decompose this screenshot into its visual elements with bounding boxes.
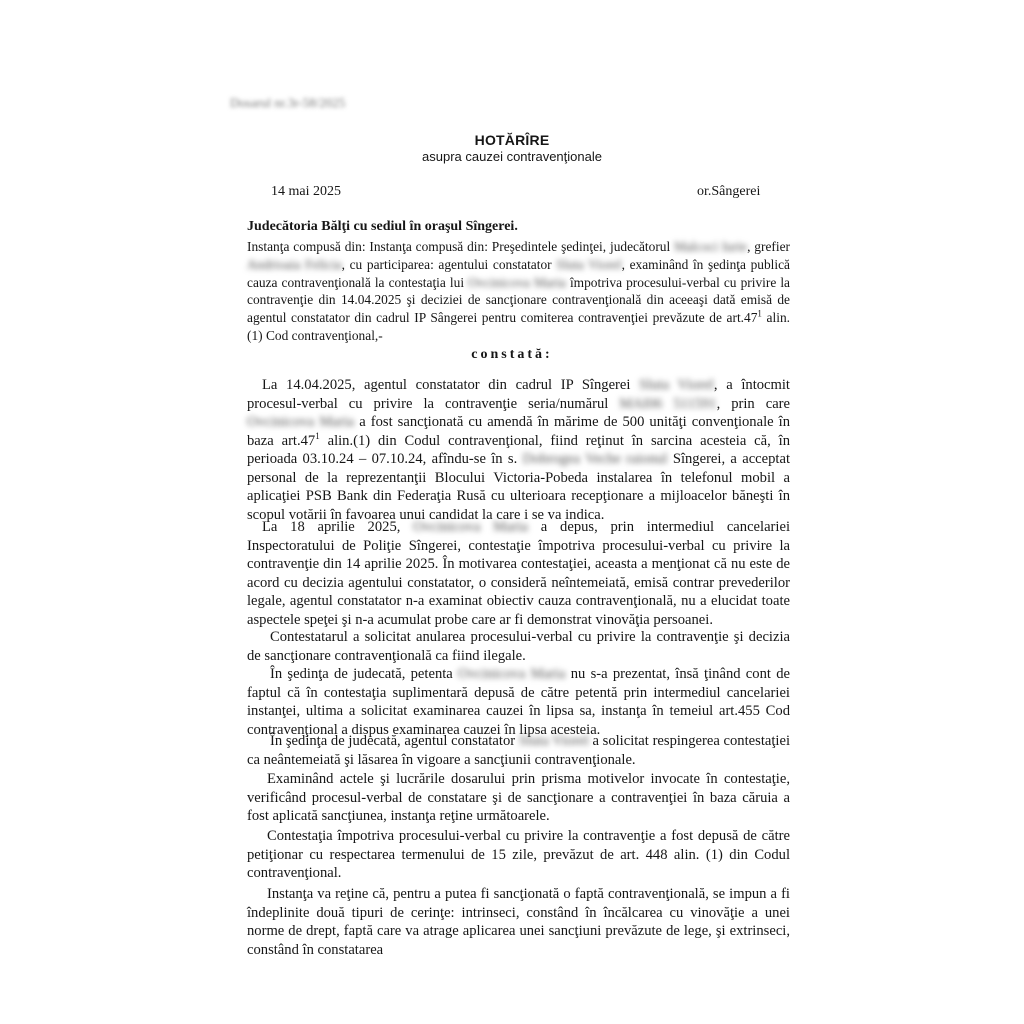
redacted-petitioner-name: Ovcinicova Maria (247, 414, 355, 430)
paragraph-text: La 18 aprilie 2025, (262, 519, 414, 535)
document-subtitle: asupra cauzei contravenţionale (422, 149, 602, 164)
redacted-agent-name: Sluta Viorel (639, 377, 714, 393)
paragraph-6: Examinând actele şi lucrările dosarului prin prisma motivelor invocate în contestaţie, verificând procesul-verbal de constatare şi de sancţionare a contravenţiei în baza căruia a fost aplicată sancţiunea, instanţa reţine următoarele. (247, 771, 790, 824)
intro-paragraph (247, 238, 790, 345)
paragraph-text: a fost sancţionată cu amendă în mărime de 500 unităţi convenţionale în baza art.47 (247, 414, 791, 449)
paragraph-text: În şedinţa de judecată, agentul constatator (270, 733, 519, 749)
paragraph-8: Instanţa va reţine că, pentru a putea fi sancţionată o faptă contravenţională, se impun a fi îndeplinite două tipuri de cerinţe: intrinseci, constând în încălcarea cu vinovăţie a unei norme de drept, faptă care va atrage aplicarea unei sancţiuni prevăzute de lege, şi extrinseci, constând în constatarea (247, 886, 790, 958)
paragraph-7: Contestaţia împotriva procesului-verbal cu privire la contravenţie a fost depusă de către petiţionar cu respectarea termenului de 15 zile, prevăzut de art. 448 alin. (1) din Codul contravenţional. (247, 828, 790, 881)
paragraph-5 (247, 732, 790, 769)
paragraph-text: , a întocmit procesul-verbal cu privire la contravenţie seria/numărul (247, 377, 790, 412)
article-superscript: 1 (757, 308, 762, 319)
paragraph-text: a depus, prin intermediul cancelariei Inspectoratului de Poliţie Sîngerei, contestaţie împotriva procesului-verbal cu privire la contravenţie din 14 aprilie 2025. În motivarea contestaţiei, aceasta a menţionat că nu este de acord cu decizia agentului constatator, o consideră neîntemeiată, emisă contrar prevederilor legale, agentul constatator n-a examinat obiectiv cauza contravenţională, nu a elucidat toate aspectele speţei şi n-a acumulat probe care ar fi demonstrat vinovăţia persoanei. (247, 519, 791, 628)
redacted-petitioner-name: Ovcinicova Maria (413, 519, 529, 535)
redacted-agent-name: Sluta Viorel (556, 256, 622, 272)
paragraph-text: Sîngerei, a acceptat personal de la reprezentanţii Blocului Victoria-Pobeda instalarea în telefonul mobil a aplicaţiei PSB Bank din Federaţia Rusă cu ulterioara recepţionare a mijloacelor băneşti în scopul votării în favoarea unui candidat la care i se va indica. (247, 451, 791, 523)
redacted-agent-name: Sluta Viorel (518, 733, 589, 749)
decision-date: 14 mai 2025 (271, 184, 341, 199)
redacted-petitioner-name: Ovcinicova Maria (468, 274, 566, 290)
paragraph-4 (247, 665, 790, 739)
paragraph-text: La 14.04.2025, agentul constatator din cadrul IP Sîngerei (262, 377, 640, 393)
section-heading-constata: constată: (471, 347, 553, 362)
redacted-clerk-name: Andrioaia Felicia (247, 256, 342, 272)
document-title: HOTĂRÎRE (474, 132, 550, 148)
paragraph-3: Contestatarul a solicitat anularea procesului-verbal cu privire la contravenţie şi decizia de sancţionare contravenţională ca fiind ilegale. (247, 629, 790, 664)
article-superscript: 1 (315, 430, 320, 441)
intro-text: , grefier (747, 239, 790, 254)
redacted-judge-name: Malcoci Iurie (674, 239, 748, 254)
intro-text: Instanţa compusă din: Instanţa compusă din: Preşedintele şedinţei, judecătorul (247, 239, 675, 254)
redacted-petitioner-name: Ovcinicova Maria (458, 666, 566, 682)
decision-city: or.Sângerei (697, 184, 761, 199)
redacted-series-number: MAI06 511591 (619, 395, 717, 412)
intro-text: alin.(1) Cod contravenţional,- (247, 310, 790, 343)
document-number: Dosarul nr.3r-58/2025 (230, 95, 346, 110)
court-heading: Judecătoria Bălţi cu sediul în oraşul Sîngerei. (247, 219, 518, 234)
paragraph-1 (247, 376, 790, 524)
paragraph-text: alin.(1) din Codul contravenţional, fiind reţinut în sarcina acesteia că, în perioada 03.10.24 – 07.10.24, afîndu-se în s. (247, 432, 791, 467)
paragraph-text: , prin care (716, 395, 791, 412)
intro-text: , examinând în şedinţa publică cauza contravenţională la contestaţia lui (247, 256, 790, 290)
intro-text: împotriva procesului-verbal cu privire la contravenţie din 14.04.2025 şi deciziei de sancţionare contravenţională din aceeaşi dată emisă de agentul constatator din cadrul IP Sângerei pentru comiterea contravenţiei prevăzute de art.47 (247, 274, 791, 326)
paragraph-2 (247, 518, 790, 629)
paragraph-text: În şedinţa de judecată, petenta (270, 666, 459, 682)
paragraph-text: nu s-a prezentat, însă ţinând cont de faptul că în contestaţia suplimentară depusă de către petentă prin intermediul cancelariei instanţei, ultima a solicitat examinarea cauzei în lipsa sa, instanţa în temeiul art.455 Cod contravenţional a dispus examinarea cauzei în lipsa acesteia. (247, 666, 790, 738)
intro-text: , cu participarea: agentului constatator (341, 256, 557, 272)
redacted-village-name: Dobrogea Veche raionul (522, 451, 668, 467)
paragraph-text: a solicitat respingerea contestaţiei ca neântemeiată şi lăsarea în vigoare a sancţiunii contravenţionale. (247, 733, 790, 768)
